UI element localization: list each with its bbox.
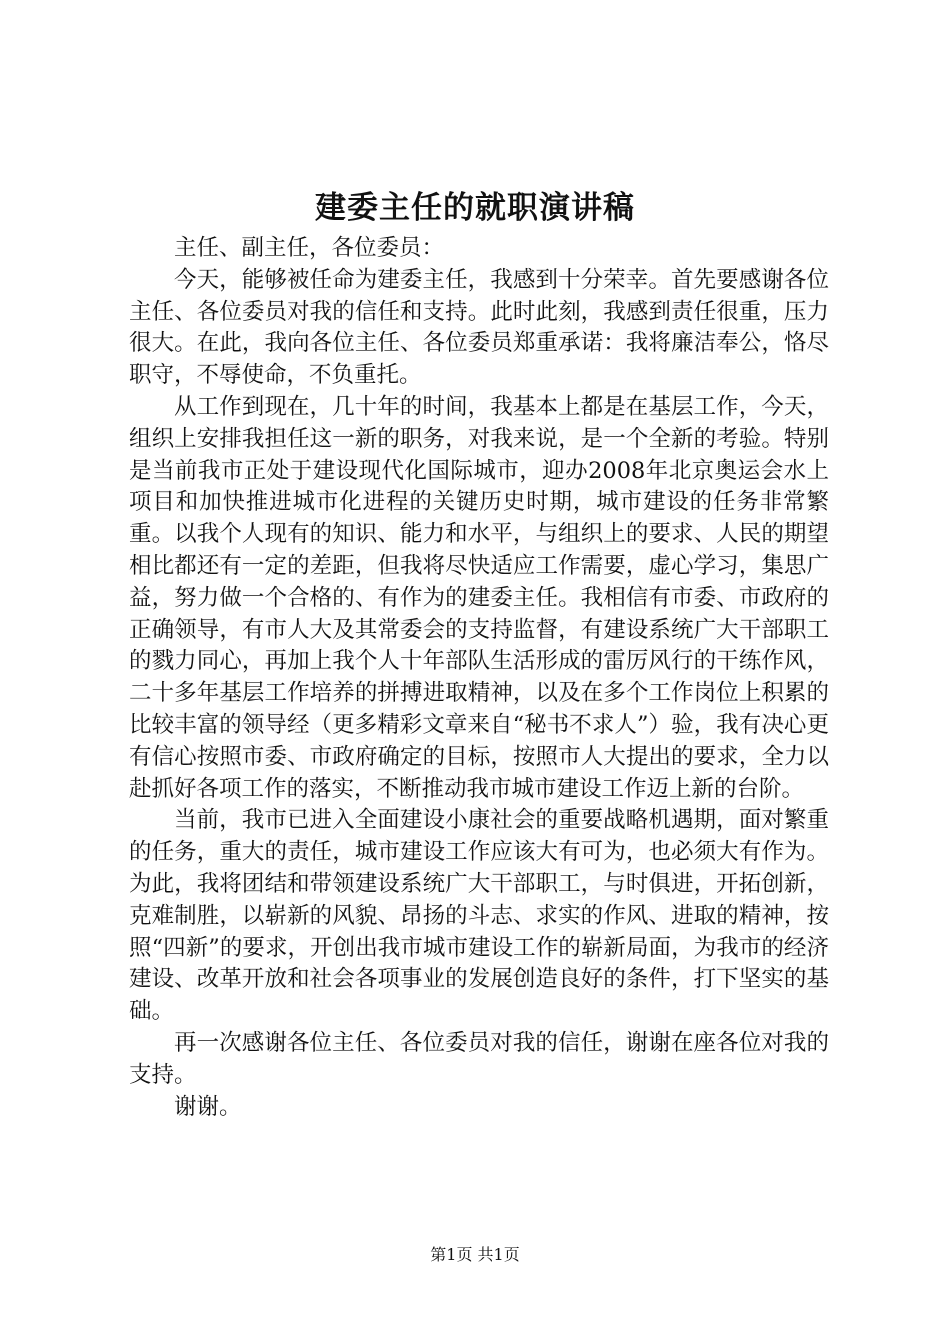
body-paragraph: 从工作到现在，几十年的时间，我基本上都是在基层工作，今天，组织上安排我担任这一新的职务，对我来说，是一个全新的考验。特别是当前我市正处于建设现代化国际城市，迎办2008年北京奥运会水上项目和加快推进城市化进程的关键历史时期，城市建设的任务非常繁重。以我个人现有的知识、能力和水平，与组织上的要求、人民的期望相比都还有一定的差距，但我将尽快适应工作需要，虚心学习，集思广益，努力做一个合格的、有作为的建委主任。我相信有市委、市政府的正确领导，有市人大及其常委会的支持监督，有建设系统广大干部职工的戮力同心，再加上我个人十年部队生活形成的雷厉风行的干练作风，二十多年基层工作培养的拼搏进取精神，以及在多个工作岗位上积累的比较丰富的领导经（更多精彩文章来自“秘书不求人”）验，我有决心更有信心按照市委、市政府确定的目标，按照市人大提出的要求，全力以赴抓好各项工作的落实，不断推动我市城市建设工作迈上新的台阶。 bbox=[129, 393, 829, 802]
closing-paragraph: 谢谢。 bbox=[174, 1093, 242, 1120]
body-paragraph: 再一次感谢各位主任、各位委员对我的信任，谢谢在座各位对我的支持。 bbox=[129, 1029, 829, 1088]
document-title: 建委主任的就职演讲稿 bbox=[315, 190, 635, 226]
body-paragraph: 当前，我市已进入全面建设小康社会的重要战略机遇期，面对繁重的任务，重大的责任，城市建设工作应该大有可为，也必须大有作为。为此，我将团结和带领建设系统广大干部职工，与时俱进，开拓创新，克难制胜，以崭新的风貌、昂扬的斗志、求实的作风、进取的精神，按照“四新”的要求，开创出我市城市建设工作的崭新局面，为我市的经济建设、改革开放和社会各项事业的发展创造良好的条件，打下坚实的基础。 bbox=[129, 807, 829, 1025]
document-body bbox=[129, 233, 829, 1123]
salutation-paragraph: 主任、副主任，各位委员： bbox=[174, 235, 445, 261]
page-footer: 第1页 共1页 bbox=[430, 1245, 520, 1264]
body-paragraph: 今天，能够被任命为建委主任，我感到十分荣幸。首先要感谢各位主任、各位委员对我的信任和支持。此时此刻，我感到责任很重，压力很大。在此，我向各位主任、各位委员郑重承诺：我将廉洁奉公，恪尽职守，不辱使命，不负重托。 bbox=[129, 266, 829, 389]
